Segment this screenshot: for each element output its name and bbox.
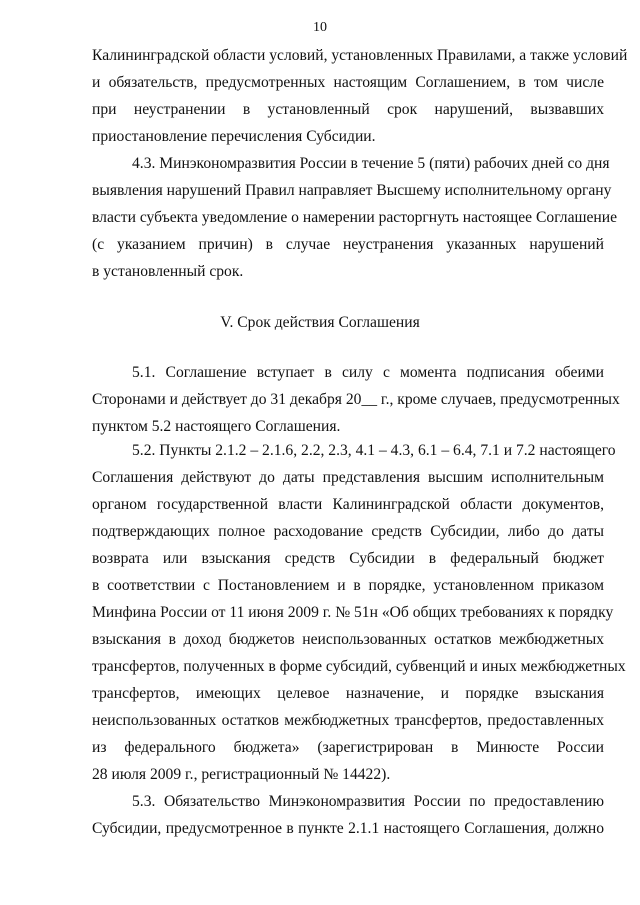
text-line: Минфина России от 11 июня 2009 г. № 51н «Об общих требованиях к порядку: [92, 604, 614, 621]
text-line: подтверждающих полное расходование средств Субсидии, либо до даты: [92, 523, 604, 540]
text-line: трансфертов, полученных в форме субсидий, субвенций и иных межбюджетных: [92, 658, 626, 675]
text-line: приостановление перечисления Субсидии.: [92, 128, 376, 145]
text-line: в установленный срок.: [92, 263, 244, 280]
text-line: (с указанием причин) в случае неустранения указанных нарушений: [92, 236, 604, 253]
text-line: Сторонами и действует до 31 декабря 20__ г., кроме случаев, предусмотренных: [92, 391, 620, 408]
text-line: пунктом 5.2 настоящего Соглашения.: [92, 418, 341, 435]
paragraph-5-2-start: 5.2. Пункты 2.1.2 – 2.1.6, 2.2, 2.3, 4.1 – 4.3, 6.1 – 6.4, 7.1 и 7.2 настоящего: [132, 442, 616, 459]
paragraph-4-3-start: 4.3. Минэкономразвития России в течение 5 (пяти) рабочих дней со дня: [132, 155, 610, 172]
text-line: Соглашения действуют до даты представления высшим исполнительным: [92, 469, 604, 486]
text-line: выявления нарушений Правил направляет Высшему исполнительному органу: [92, 182, 612, 199]
text-line: неиспользованных остатков межбюджетных трансфертов, предоставленных: [92, 712, 604, 729]
text-line: трансфертов, имеющих целевое назначение, и порядке взыскания: [92, 685, 604, 702]
text-line: возврата или взыскания средств Субсидии в федеральный бюджет: [92, 550, 604, 567]
section-heading: V. Срок действия Соглашения: [220, 314, 420, 331]
text-line: Субсидии, предусмотренное в пункте 2.1.1 настоящего Соглашения, должно: [92, 820, 604, 837]
text-line: 28 июля 2009 г., регистрационный № 14422).: [92, 766, 391, 783]
text-line: органом государственной власти Калининградской области документов,: [92, 496, 604, 513]
text-line: в соответствии с Постановлением и в порядке, установленном приказом: [92, 577, 604, 594]
text-line: Калининградской области условий, установленных Правилами, а также условий: [92, 47, 628, 64]
text-line: власти субъекта уведомление о намерении расторгнуть настоящее Соглашение: [92, 209, 618, 226]
paragraph-5-3-start: 5.3. Обязательство Минэкономразвития России по предоставлению: [132, 793, 604, 810]
paragraph-5-1-start: 5.1. Соглашение вступает в силу с момента подписания обеими: [132, 364, 604, 381]
text-line: взыскания в доход бюджетов неиспользованных остатков межбюджетных: [92, 631, 604, 648]
page-number: 10: [313, 20, 327, 35]
text-line: и обязательств, предусмотренных настоящим Соглашением, в том числе: [92, 74, 604, 91]
text-line: при неустранении в установленный срок нарушений, вызвавших: [92, 101, 604, 118]
text-line: из федерального бюджета» (зарегистрирован в Минюсте России: [92, 739, 604, 756]
